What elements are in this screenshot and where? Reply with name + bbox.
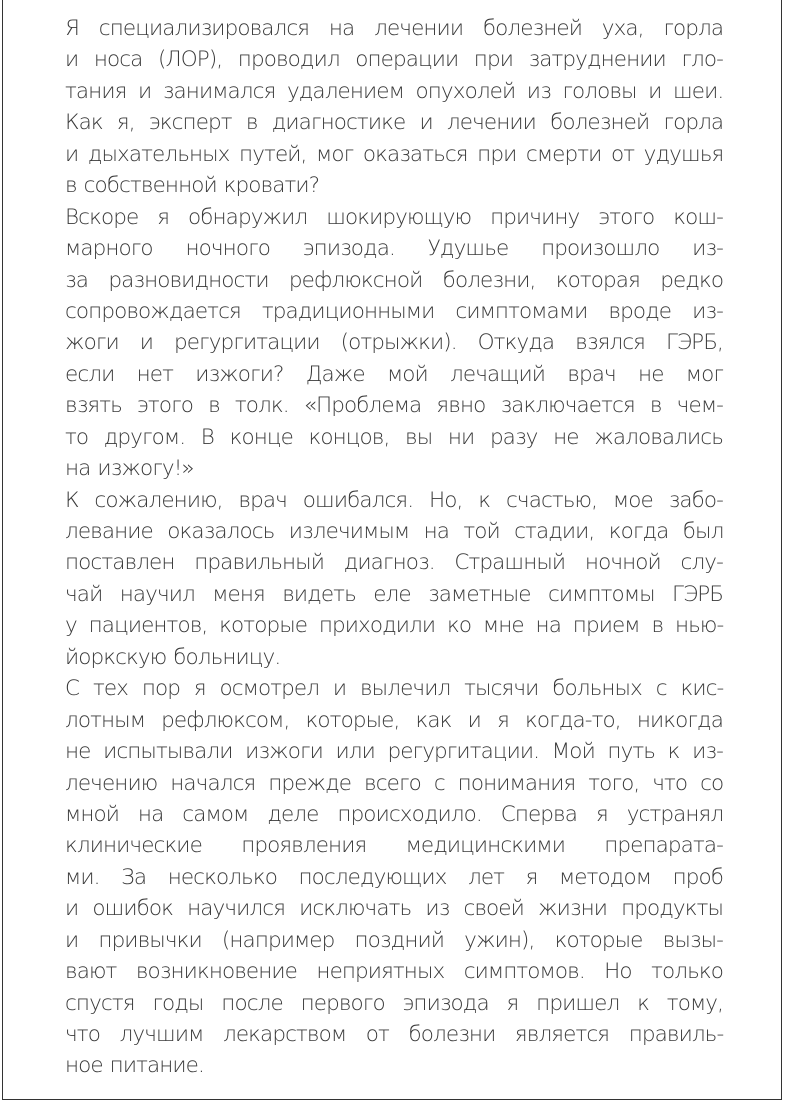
text-line: если нет изжоги? Даже мой лечащий врач не мог (65, 361, 723, 387)
text-line: С тех пор я осмотрел и вылечил тысячи больных с кис- (65, 676, 724, 702)
text-line: жоги и регургитации (отрыжки). Откуда взялся ГЭРБ, (65, 330, 723, 356)
text-line: за разновидности рефлюксной болезни, которая редко (65, 267, 724, 293)
text-line: Как я, эксперт в диагностике и лечении болезней горла (65, 110, 724, 136)
text-line: марного ночного эпизода. Удушье произошло из- (65, 236, 723, 262)
text-line: Я специализировался на лечении болезней уха, горла (65, 16, 724, 41)
text-line: на изжогу!» (65, 456, 194, 482)
text-line: мной на самом деле происходило. Сперва я устранял (65, 801, 724, 827)
text-line: у пациентов, которые приходили ко мне на прием в нью- (65, 613, 724, 639)
text-line: йоркскую больницу. (65, 644, 281, 670)
text-line: и привычки (например поздний ужин), которые вызы- (65, 927, 723, 953)
text-line: Вскоре я обнаружил шокирующую причину этого кош- (65, 204, 723, 230)
text-line: левание оказалось излечимым на той стадии, когда был (65, 519, 724, 544)
paragraph-1 (65, 13, 723, 202)
text-line: и ошибок научился исключать из своей жизни продукты (65, 896, 724, 922)
text-line: поставлен правильный диагноз. Страшный ночной слу- (65, 550, 723, 576)
body-text (65, 13, 723, 1082)
text-line: взять этого в толк. «Проблема явно заключается в чем- (65, 393, 723, 419)
text-line: сопровождается традиционными симптомами вроде из- (65, 298, 723, 324)
paragraph-4 (65, 673, 723, 1082)
text-line: ное питание. (65, 1053, 204, 1079)
page (2, 0, 782, 1100)
text-line: спустя годы после первого эпизода я пришел к тому, (65, 990, 724, 1016)
text-line: чай научил меня видеть еле заметные симптомы ГЭРБ (65, 581, 724, 607)
text-line: тания и занимался удалением опухолей из головы и шеи. (65, 78, 724, 104)
text-line: лечению начался прежде всего с понимания того, что со (65, 770, 724, 796)
text-line: вают возникновение неприятных симптомов. Но только (65, 959, 723, 985)
text-line: лотным рефлюксом, которые, как и я когда-то, никогда (65, 707, 723, 733)
text-line: в собственной кровати? (65, 173, 320, 199)
text-line: то другом. В конце концов, вы ни разу не жаловались (65, 424, 723, 450)
text-line: К сожалению, врач ошибался. Но, к счастью, мое забо- (65, 487, 723, 513)
text-line: ми. За несколько последующих лет я методом проб (65, 864, 723, 890)
text-line: что лучшим лекарством от болезни является правиль- (65, 1022, 724, 1047)
text-line: и дыхательных путей, мог оказаться при смерти от удушья (65, 141, 724, 167)
text-line: не испытывали изжоги или регургитации. Мой путь к из- (65, 739, 723, 765)
paragraph-3 (65, 485, 723, 674)
text-line: клинические проявления медицинскими препарата- (65, 833, 723, 859)
paragraph-2 (65, 202, 723, 485)
text-line: и носа (ЛОР), проводил операции при затруднении гло- (65, 47, 723, 73)
